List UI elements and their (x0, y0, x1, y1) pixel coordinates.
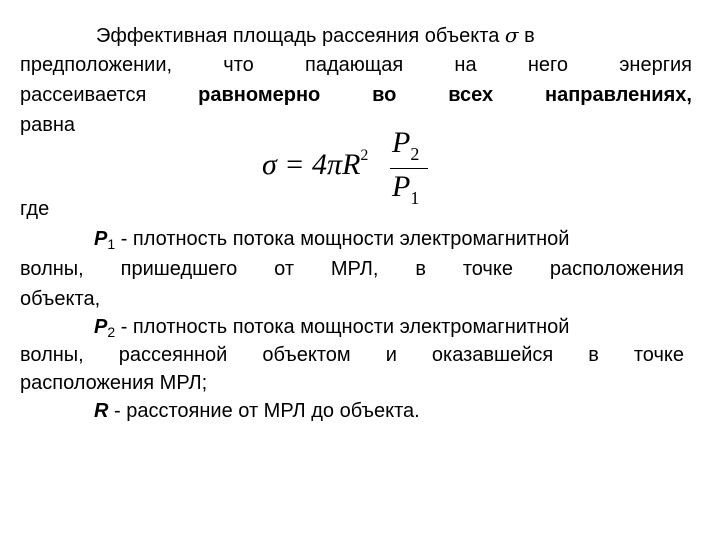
paragraph-line-2 (20, 52, 692, 78)
text-line-1b: в (518, 25, 535, 47)
p2-definition-line-3 (20, 370, 692, 396)
word: волны, (20, 258, 84, 280)
r-text: - расстояние от МРЛ до объекта. (108, 400, 420, 422)
word-bold: во (372, 84, 397, 106)
where-label: где (20, 198, 50, 220)
formula-lhs (262, 148, 368, 182)
word: рассеянной (118, 344, 228, 366)
p1-text-3: объекта, (20, 288, 101, 310)
where-line (20, 196, 692, 222)
denominator-symbol: P (392, 170, 411, 203)
numerator-symbol: P (392, 126, 411, 159)
word-bold: равномерно (198, 84, 321, 106)
word: в (415, 258, 426, 280)
p1-definition-line-1 (94, 226, 694, 253)
p2-text-1: - плотность потока мощности электромагнитной (115, 316, 570, 338)
p1-symbol: P (94, 228, 108, 250)
word: пришедшего (120, 258, 238, 280)
text-equals-word: равна (20, 114, 76, 136)
word: точке (462, 258, 513, 280)
word-bold: всех (448, 84, 494, 106)
word: него (527, 54, 568, 76)
p2-definition-line-1 (94, 314, 694, 341)
word: падающая (305, 54, 404, 76)
fraction-bar (390, 168, 428, 169)
numerator-subscript: 2 (410, 144, 420, 164)
word: объектом (262, 344, 351, 366)
formula-left-expression: σ = 4πR (262, 148, 361, 181)
r-definition-line (94, 398, 694, 424)
word: МРЛ, (330, 258, 379, 280)
denominator-subscript: 1 (410, 188, 420, 208)
r-symbol: R (94, 400, 109, 422)
p2-subscript: 2 (107, 324, 116, 340)
paragraph-line-3 (20, 82, 692, 108)
formula-power: 2 (360, 147, 369, 164)
word: в (588, 344, 599, 366)
formula-numerator (392, 126, 420, 164)
p1-definition-line-2 (20, 256, 684, 282)
word-bold: направлениях, (545, 84, 692, 106)
p1-subscript: 1 (107, 236, 116, 252)
word: расположения (549, 258, 684, 280)
word: рассеивается (20, 84, 147, 106)
sigma-symbol: σ (504, 23, 519, 47)
p1-definition-line-3 (20, 286, 692, 312)
word: на (454, 54, 477, 76)
word: энергия (619, 54, 692, 76)
word: и (385, 344, 397, 366)
word: волны, (20, 344, 84, 366)
p1-text-1: - плотность потока мощности электромагнитной (115, 228, 570, 250)
p2-symbol: P (94, 316, 108, 338)
word: от (274, 258, 294, 280)
word: оказавшейся (431, 344, 554, 366)
paragraph-line-1 (96, 22, 696, 49)
text-line-1a: Эффективная площадь рассеяния объекта (96, 25, 500, 47)
p2-text-3: расположения МРЛ; (20, 372, 208, 394)
word: предположении, (20, 54, 173, 76)
word: что (223, 54, 254, 76)
word: точке (633, 344, 684, 366)
p2-definition-line-2 (20, 342, 684, 368)
